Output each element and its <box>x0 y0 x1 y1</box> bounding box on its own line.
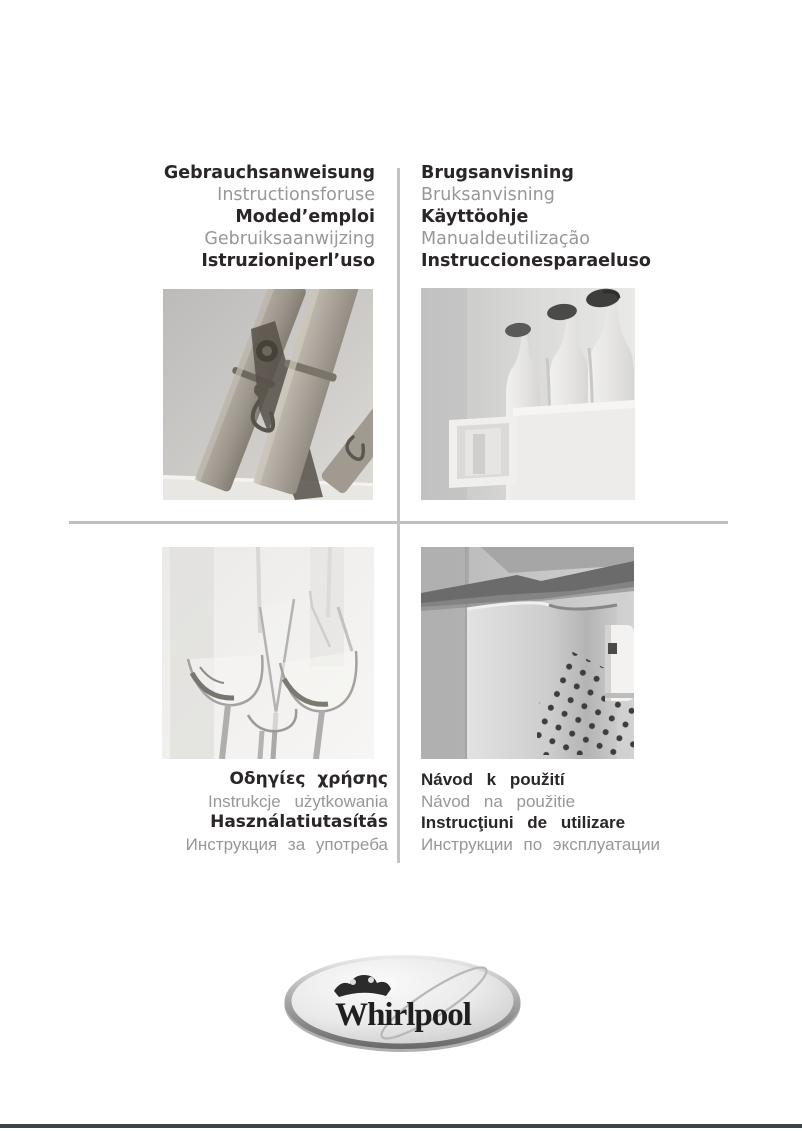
language-block-top-right <box>421 162 741 272</box>
language-block-top-left <box>75 162 375 272</box>
language-line-pt: Manualdeutilização <box>421 229 590 249</box>
language-line-sk: Návod na použitie <box>421 791 576 811</box>
language-line-el: Οδηγίες χρήσης <box>229 769 388 789</box>
language-line-hu: Használatiutasítás <box>210 812 388 832</box>
language-line-es: Instruccionesparaeluso <box>421 251 651 271</box>
language-line-cs: Návod k použití <box>421 770 565 789</box>
language-line-pl: Instrukcje użytkowania <box>207 791 388 811</box>
language-line-de: Gebrauchsanweisung <box>163 163 375 183</box>
steel-drum-photo <box>421 547 634 759</box>
clothespins-photo <box>163 289 373 500</box>
language-line-nl: Gebruiksaanwijzing <box>204 229 375 249</box>
language-block-bottom-right <box>421 769 741 855</box>
language-line-ro: Instrucţiuni de utilizare <box>421 813 626 832</box>
language-line-sv: Bruksanvisning <box>421 185 555 205</box>
whirlpool-logo <box>282 953 523 1055</box>
language-line-en: Instructionsforuse <box>217 185 375 205</box>
language-line-da: Brugsanvisning <box>421 163 574 183</box>
logo-wordmark: Whirlpool <box>335 997 471 1033</box>
language-line-fi: Käyttöohje <box>421 207 529 227</box>
vertical-divider <box>397 168 400 863</box>
milk-bottles-photo <box>421 288 635 500</box>
language-line-bg: Инструкция за употреба <box>185 834 388 854</box>
language-line-it: Istruzioniperl’uso <box>201 251 375 271</box>
wine-glasses-photo <box>162 547 374 759</box>
footer-rule <box>0 1124 802 1128</box>
language-line-fr: Moded’emploi <box>235 207 375 227</box>
language-line-ru: Инструкции по эксплуатации <box>421 834 661 854</box>
language-block-bottom-left <box>88 769 388 855</box>
